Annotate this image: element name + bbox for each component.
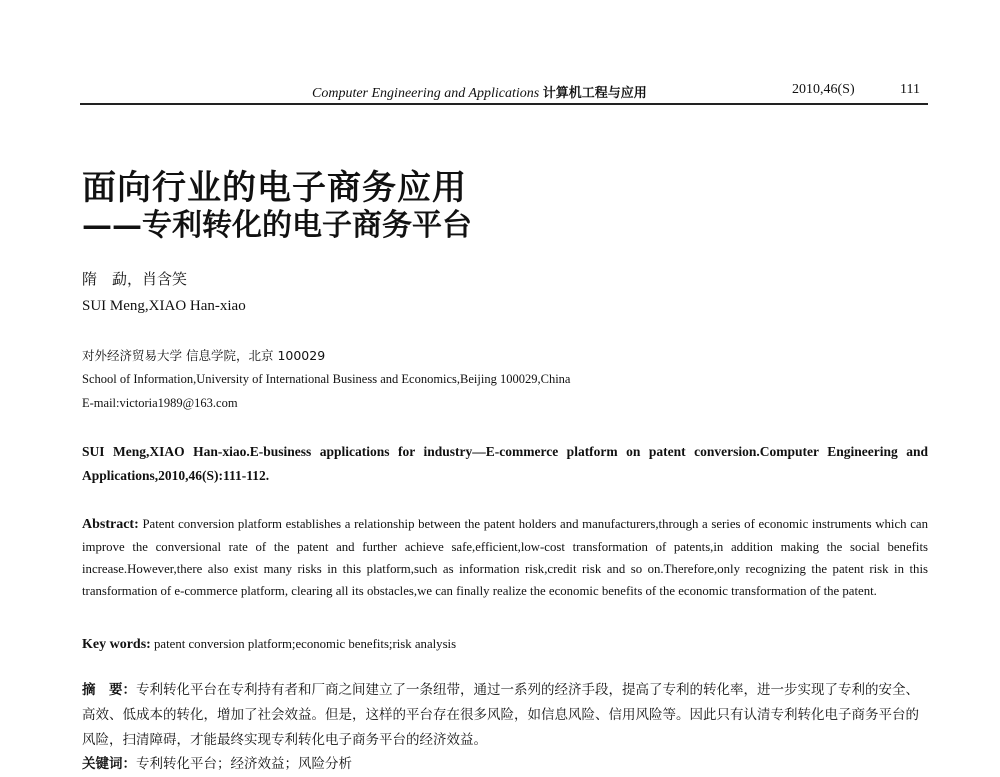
volume-issue: 2010,46(S) [792, 82, 855, 97]
journal-name-en: Computer Engineering and Applications [312, 86, 540, 101]
journal-name [312, 82, 647, 102]
page-number: 111 [900, 82, 920, 97]
title-subtitle: ——专利转化的电子商务平台 [82, 208, 472, 243]
keywords-cn-label: 关键词： [82, 756, 136, 772]
abstract-en [82, 513, 928, 602]
authors-cn: 隋 勐，肖含笑 [82, 270, 188, 288]
header-rule [80, 103, 928, 105]
running-header [80, 82, 928, 102]
keywords-text: patent conversion platform;economic benefits;risk analysis [154, 637, 457, 651]
citation: SUI Meng,XIAO Han-xiao.E-business applications for industry—E-commerce platform on patent conversion.Computer Engineering and Applications,2010,46(S):111-112. [82, 444, 928, 483]
abstract-cn-text: 专利转化平台在专利持有者和厂商之间建立了一条纽带，通过一系列的经济手段，提高了专利的转化率，进一步实现了专利的安全、高效、低成本的转化，增加了社会效益。但是，这样的平台存在很多风险，如信息风险、信用风险等。因此只有认清专利转化电子商务平台的风险，扫清障碍，才能最终实现专利转化电子商务平台的经济效益。 [82, 682, 919, 748]
authors-en: SUI Meng,XIAO Han-xiao [82, 298, 246, 314]
keywords-en [82, 633, 928, 656]
abstract-cn-label: 摘 要： [82, 682, 136, 698]
keywords-cn-text: 专利转化平台；经济效益；风险分析 [136, 756, 352, 772]
abstract-cn [82, 678, 928, 753]
title-main: 面向行业的电子商务应用 [82, 168, 467, 208]
affiliation-cn: 对外经济贸易大学 信息学院，北京 100029 [82, 348, 326, 363]
keywords-label: Key words: [82, 637, 151, 652]
abstract-label: Abstract: [82, 517, 139, 532]
affiliation-en: School of Information,University of International Business and Economics,Beijing 100029,China [82, 372, 571, 386]
email: E-mail:victoria1989@163.com [82, 396, 238, 410]
abstract-text: Patent conversion platform establishes a relationship between the patent holders and manufacturers,through a series of economic instruments which can improve the conversional rate of the patent and further achieve safe,efficient,low-cost transformation of patents,in addition making the social benefits increase.However,there also exist many risks in this platform,such as information risk,credit risk and so on.Therefore,only recognizing the patent risk in this transformation of e-commerce platform, clearing all its obstacles,we can finally realize the economic benefits of the economic transformation of the patent. [82, 517, 928, 598]
journal-name-cn: 计算机工程与应用 [542, 86, 647, 101]
keywords-cn [82, 752, 928, 777]
